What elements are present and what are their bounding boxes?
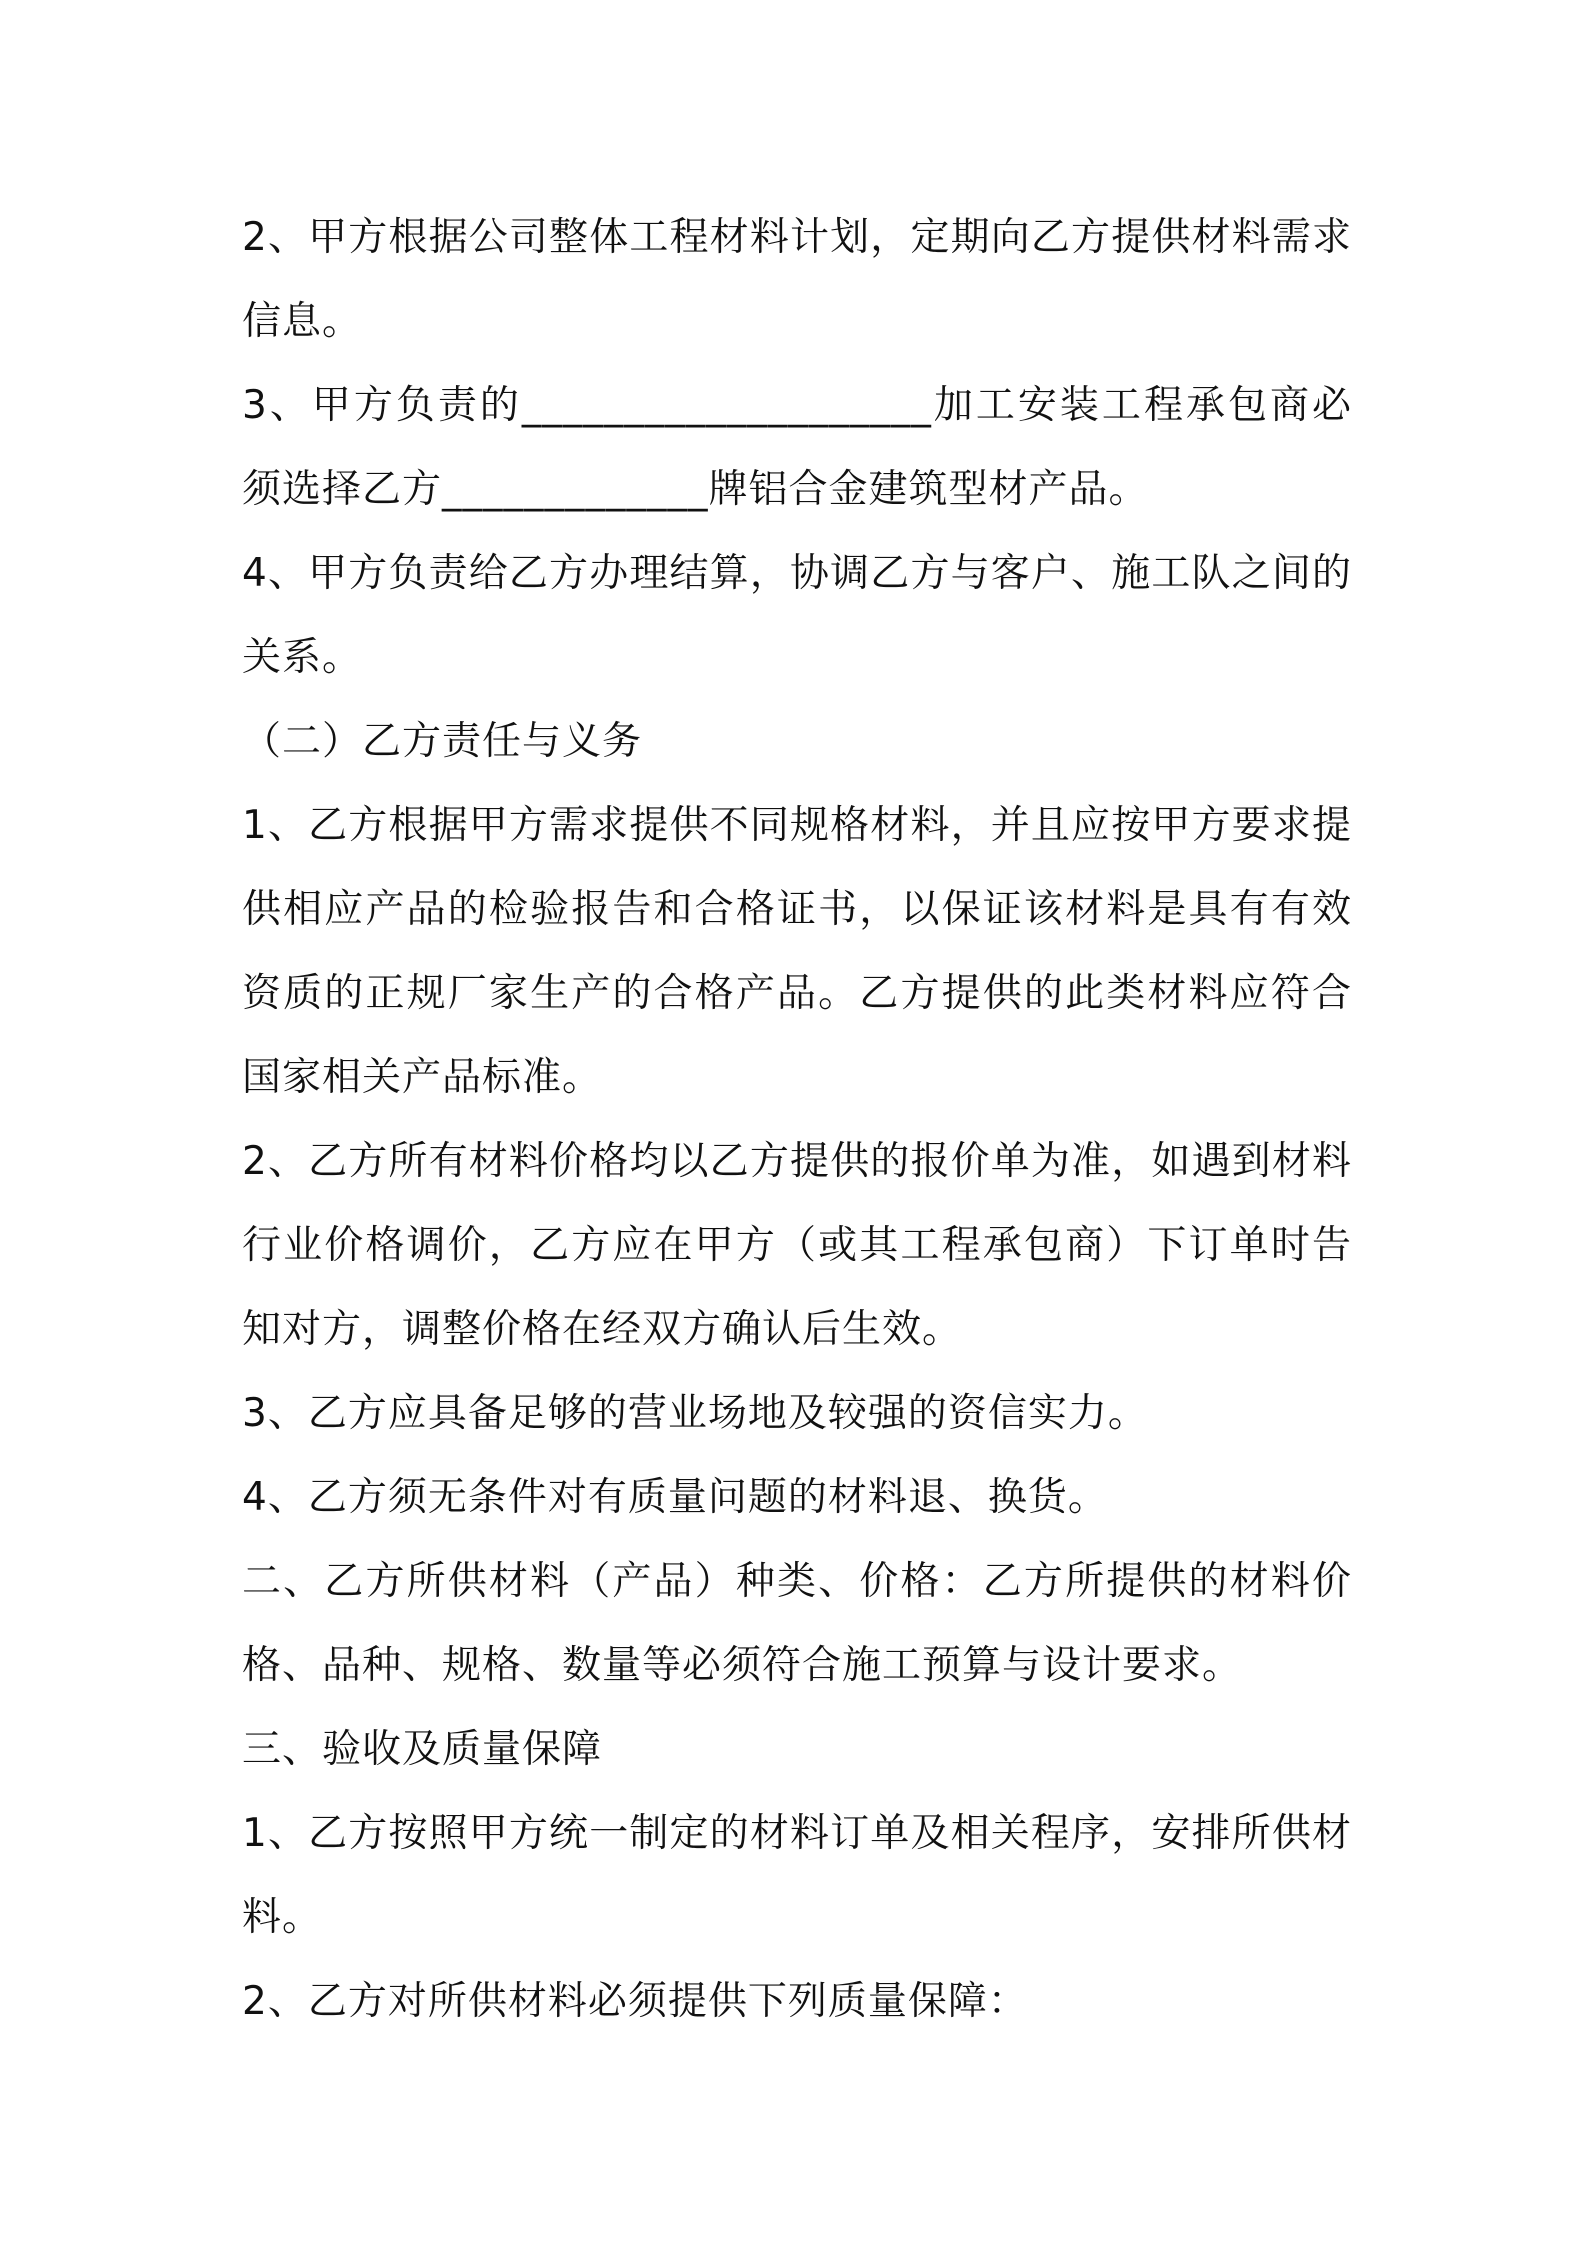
section-heading-party-b-duties: （二）乙方责任与义务: [242, 719, 643, 764]
paragraph-party-a-item-3: 3、甲方负责的____________________加工安装工程承包商必须选择乙方_____________牌铝合金建筑型材产品。: [242, 383, 1352, 512]
paragraph-party-b-item-1: 1、乙方根据甲方需求提供不同规格材料，并且应按甲方要求提供相应产品的检验报告和合格证书，以保证该材料是具有有效资质的正规厂家生产的合格产品。乙方提供的此类材料应符合国家相关产品标准。: [242, 803, 1352, 1100]
paragraph-party-b-item-2: 2、乙方所有材料价格均以乙方提供的报价单为准，如遇到材料行业价格调价，乙方应在甲方（或其工程承包商）下订单时告知对方，调整价格在经双方确认后生效。: [242, 1139, 1352, 1352]
paragraph-party-b-item-3: 3、乙方应具备足够的营业场地及较强的资信实力。: [242, 1391, 1148, 1436]
paragraph-party-a-item-2: 2、甲方根据公司整体工程材料计划，定期向乙方提供材料需求信息。: [242, 215, 1352, 344]
section-heading-acceptance-quality: 三、验收及质量保障: [242, 1727, 603, 1772]
paragraph-acceptance-item-1: 1、乙方按照甲方统一制定的材料订单及相关程序，安排所供材料。: [242, 1811, 1352, 1940]
section-materials-price: 二、乙方所供材料（产品）种类、价格：乙方所提供的材料价格、品种、规格、数量等必须符合施工预算与设计要求。: [242, 1559, 1352, 1688]
paragraph-party-b-item-4: 4、乙方须无条件对有质量问题的材料退、换货。: [242, 1475, 1108, 1520]
paragraph-party-a-item-4: 4、甲方负责给乙方办理结算，协调乙方与客户、施工队之间的关系。: [242, 551, 1352, 680]
paragraph-acceptance-item-2: 2、乙方对所供材料必须提供下列质量保障：: [242, 1979, 1028, 2024]
document-page: [242, 196, 1352, 2044]
